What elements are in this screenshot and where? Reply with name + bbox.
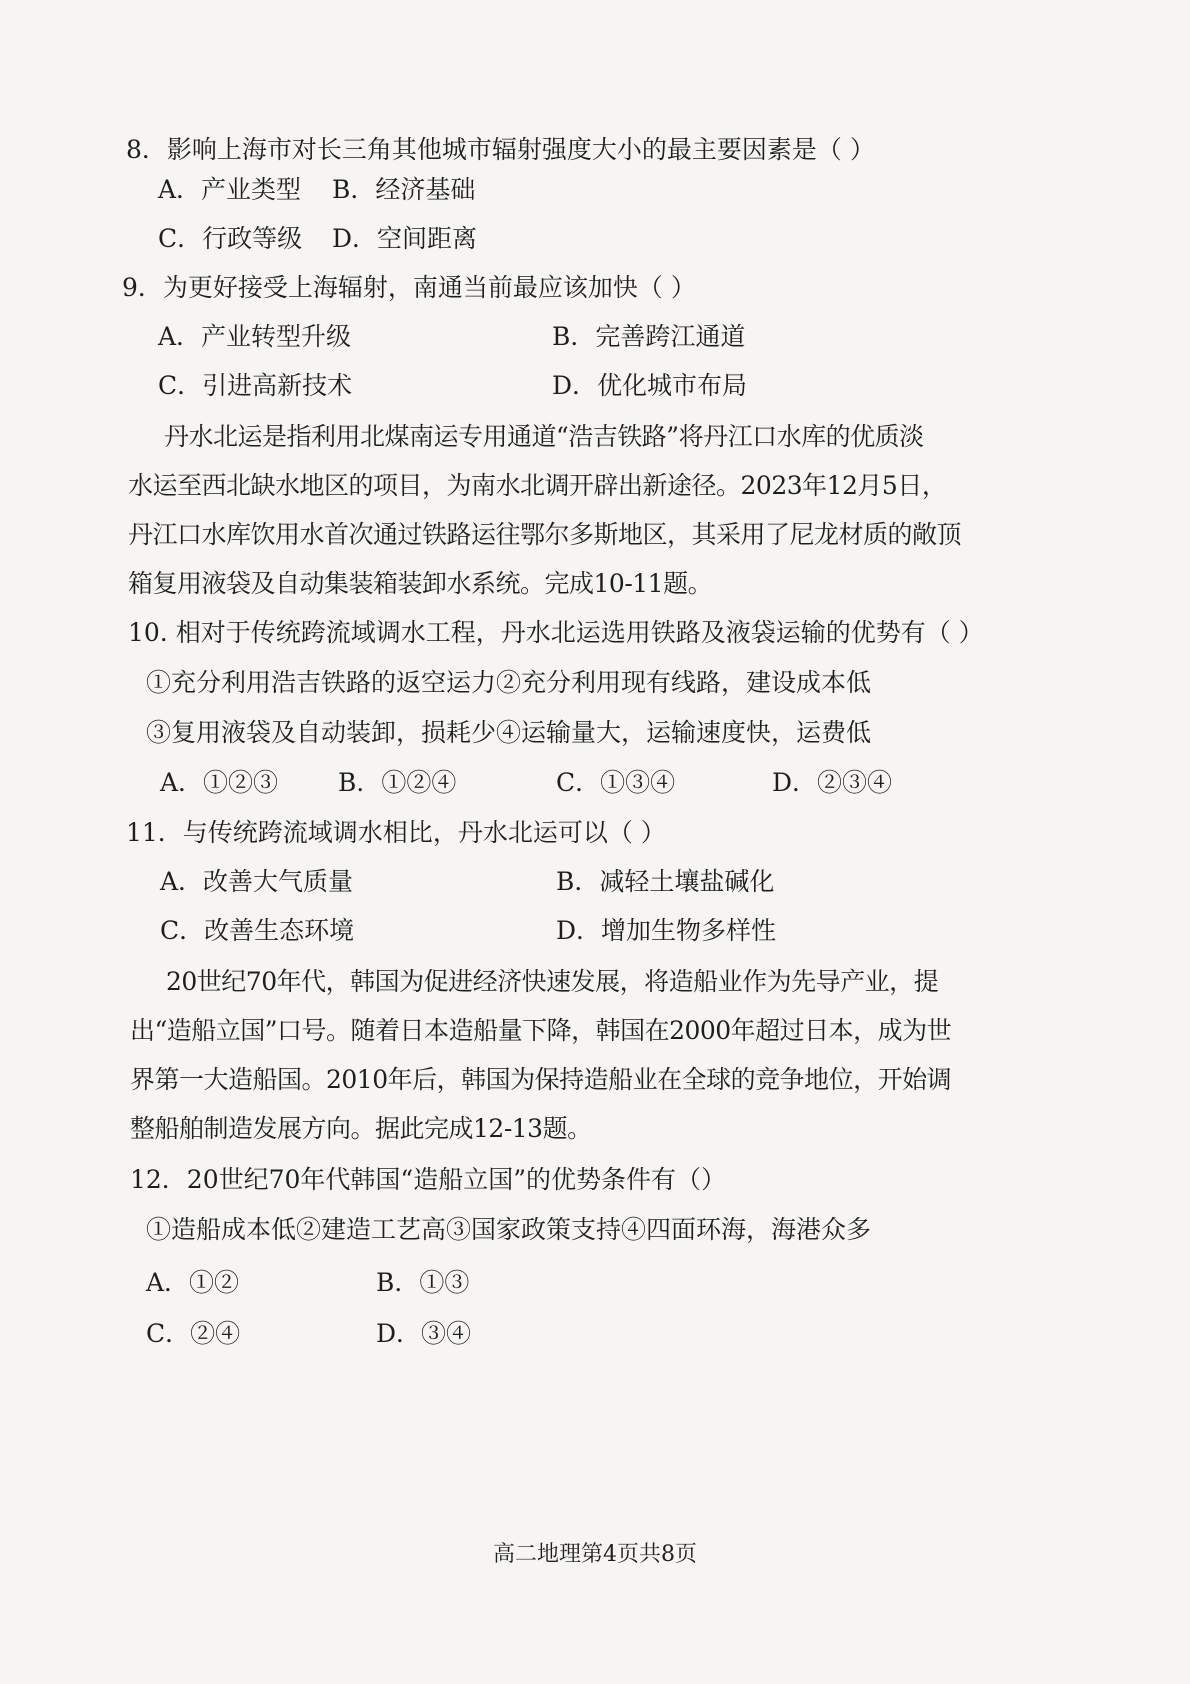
q11-option-c: C．改善生态环境 [160,916,355,945]
question-12-stem: 12．20世纪70年代韩国“造船立国”的优势条件有（） [130,1165,726,1194]
passage-1-line-3: 丹江口水库饮用水首次通过铁路运往鄂尔多斯地区，其采用了尼龙材质的敞顶 [128,520,962,549]
passage-2-line-1: 20世纪70年代，韩国为促进经济快速发展，将造船业作为先导产业，提 [166,967,939,996]
q10-option-c: C．①③④ [556,768,676,797]
q12-option-b: B．①③ [376,1268,470,1297]
q8-option-c: C．行政等级 [158,224,303,253]
q12-option-d: D．③④ [376,1319,472,1348]
q10-option-b: B．①②④ [338,768,457,797]
q11-option-d: D．增加生物多样性 [556,916,777,945]
page-footer: 高二地理第4页共8页 [493,1542,697,1567]
passage-1-line-2: 水运至西北缺水地区的项目，为南水北调开辟出新途径。2023年12月5日， [128,471,947,500]
q12-option-a: A．①② [146,1268,240,1297]
question-10-stem: 10. 相对于传统跨流域调水工程，丹水北运选用铁路及液袋运输的优势有（ ） [128,618,984,647]
question-8-stem: 8．影响上海市对长三角其他城市辐射强度大小的最主要因素是（ ） [126,135,875,164]
q12-option-c: C．②④ [146,1319,241,1348]
q11-option-b: B．减轻土壤盐碱化 [556,867,775,896]
q10-option-a: A．①②③ [160,768,279,797]
q10-statement-2: ③复用液袋及自动装卸，损耗少④运输量大，运输速度快，运费低 [146,718,872,747]
passage-1-line-4: 箱复用液袋及自动集装箱装卸水系统。完成10-11题。 [128,569,713,598]
q9-option-d: D．优化城市布局 [552,371,748,400]
q10-statement-1: ①充分利用浩吉铁路的返空运力②充分利用现有线路，建设成本低 [146,668,872,697]
q8-option-b: B．经济基础 [332,175,476,204]
q9-option-c: C．引进高新技术 [158,371,353,400]
passage-2-line-2: 出“造船立国”口号。随着日本造船量下降，韩国在2000年超过日本，成为世 [130,1016,952,1045]
q9-option-b: B．完善跨江通道 [552,322,746,351]
passage-2-line-3: 界第一大造船国。2010年后，韩国为保持造船业在全球的竞争地位，开始调 [130,1065,952,1094]
passage-2-line-4: 整船舶制造发展方向。据此完成12-13题。 [130,1114,592,1143]
q8-option-a: A．产业类型 [158,175,302,204]
passage-1-line-1: 丹水北运是指利用北煤南运专用通道“浩吉铁路”将丹江口水库的优质淡 [164,422,924,451]
question-11-stem: 11．与传统跨流域调水相比，丹水北运可以（ ） [126,818,666,847]
q10-option-d: D．②③④ [772,768,893,797]
question-9-stem: 9．为更好接受上海辐射，南通当前最应该加快（ ） [122,273,696,302]
q8-option-d: D．空间距离 [332,224,478,253]
q9-option-a: A．产业转型升级 [158,322,352,351]
q12-statement-1: ①造船成本低②建造工艺高③国家政策支持④四面环海，海港众多 [146,1215,872,1244]
q11-option-a: A．改善大气质量 [160,867,354,896]
